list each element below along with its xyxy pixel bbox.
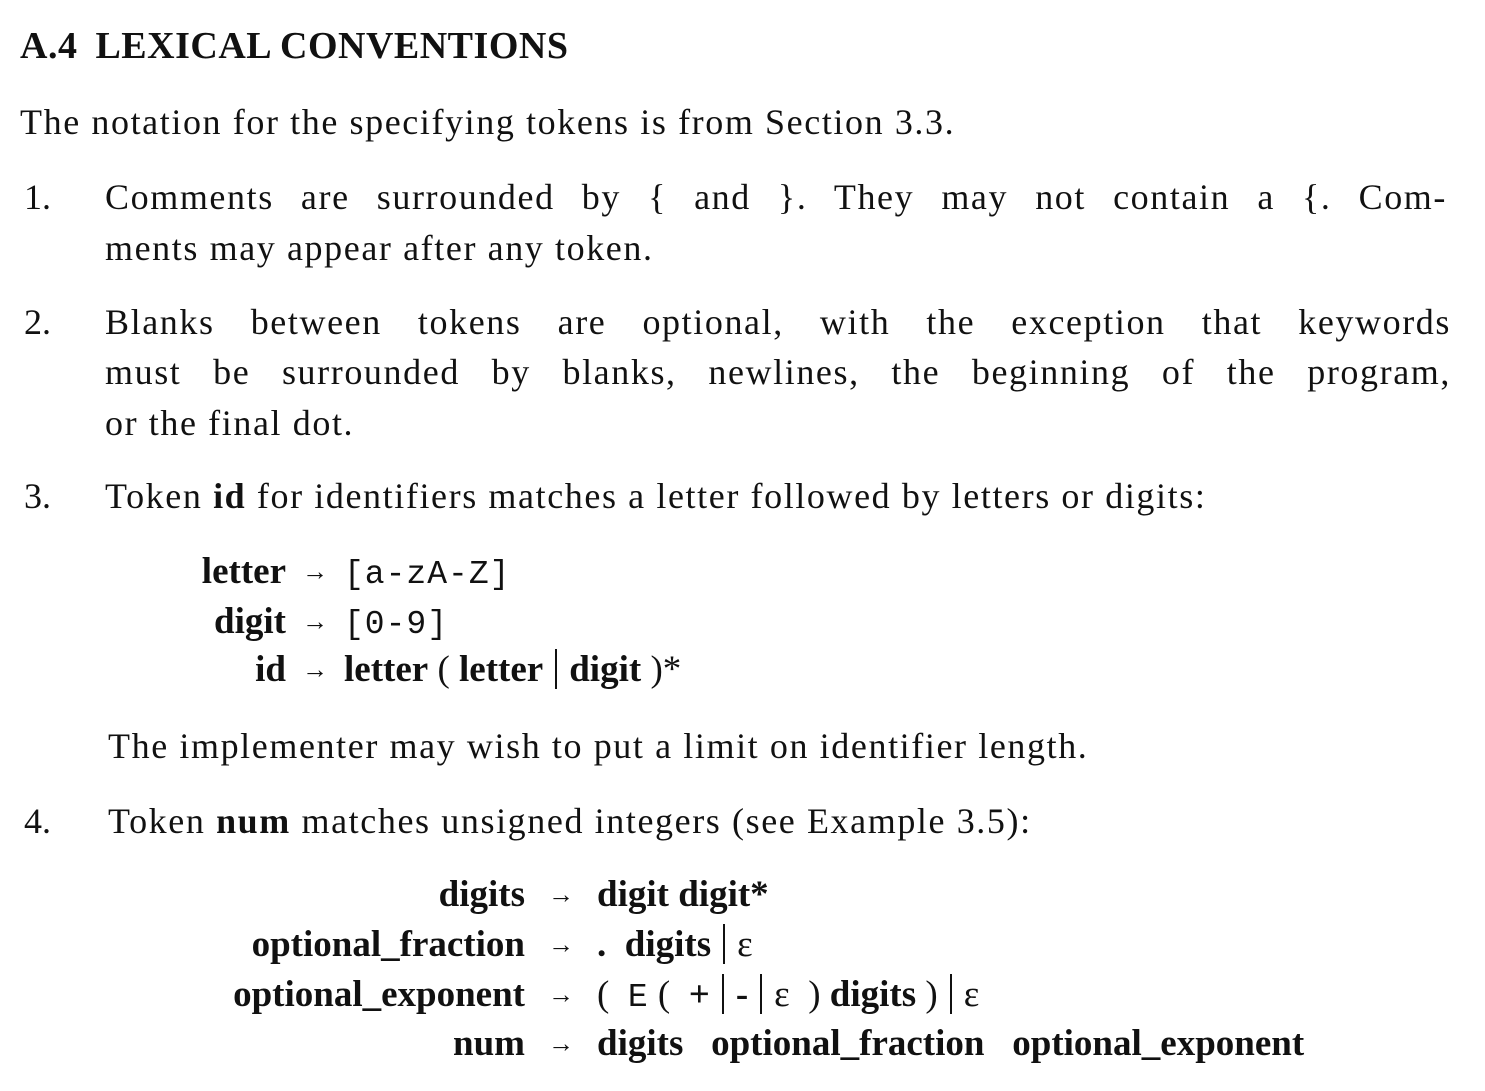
alternation-bar [723,924,725,964]
alternation-bar [760,974,762,1014]
arrow-icon: → [302,557,328,586]
keyword-num: num [216,801,291,841]
rule-id: id → letter ( letter digit )* [255,649,682,690]
item-number-4: 4. [24,801,51,841]
arrow-icon: → [548,880,574,909]
rule-optional-exponent: optional_exponent → ( E ( + - ε ) digits ) ε [233,974,980,1016]
section-title: LEXICAL CONVENTIONS [95,25,569,67]
item-number-3: 3. [24,476,51,516]
rule-optional-fraction: optional_fraction → . digits ε [251,924,753,965]
item-2-line-3: or the final dot. [105,403,355,443]
section-number: A.4 [20,25,78,67]
item-2-line-1: Blanks between tokens are optional, with the exception that keywords [105,302,1451,342]
arrow-icon: → [548,980,574,1009]
arrow-icon: → [302,607,328,636]
keyword-id: id [213,476,247,516]
item-1-line-2: ments may appear after any token. [105,228,654,268]
item-1-line-1: Comments are surrounded by { and }. They may not contain a {. Com- [105,177,1447,217]
alternation-bar [722,974,724,1014]
item-4-text: Token num matches unsigned integers (see Example 3.5): [108,801,1032,841]
rule-num: num → digits optional_fraction optional_exponent [453,1023,1305,1064]
intro-paragraph: The notation for the specifying tokens is from Section 3.3. [20,102,956,142]
arrow-icon: → [548,930,574,959]
arrow-icon: → [302,655,328,684]
section-heading [20,24,568,68]
item-number-1: 1. [24,177,51,217]
item-3-text: Token id for identifiers matches a letter followed by letters or digits: [105,476,1207,516]
item-number-2: 2. [24,302,51,342]
rule-digit: digit → [0-9] [214,601,449,643]
item-2-line-2: must be surrounded by blanks, newlines, the beginning of the program, [105,352,1451,392]
rule-digits: digits → digit digit* [438,874,769,915]
id-note: The implementer may wish to put a limit on identifier length. [108,726,1089,766]
arrow-icon: → [548,1029,574,1058]
alternation-bar [950,974,952,1014]
rule-letter: letter → [a-zA-Z] [201,551,511,593]
alternation-bar [555,649,557,689]
